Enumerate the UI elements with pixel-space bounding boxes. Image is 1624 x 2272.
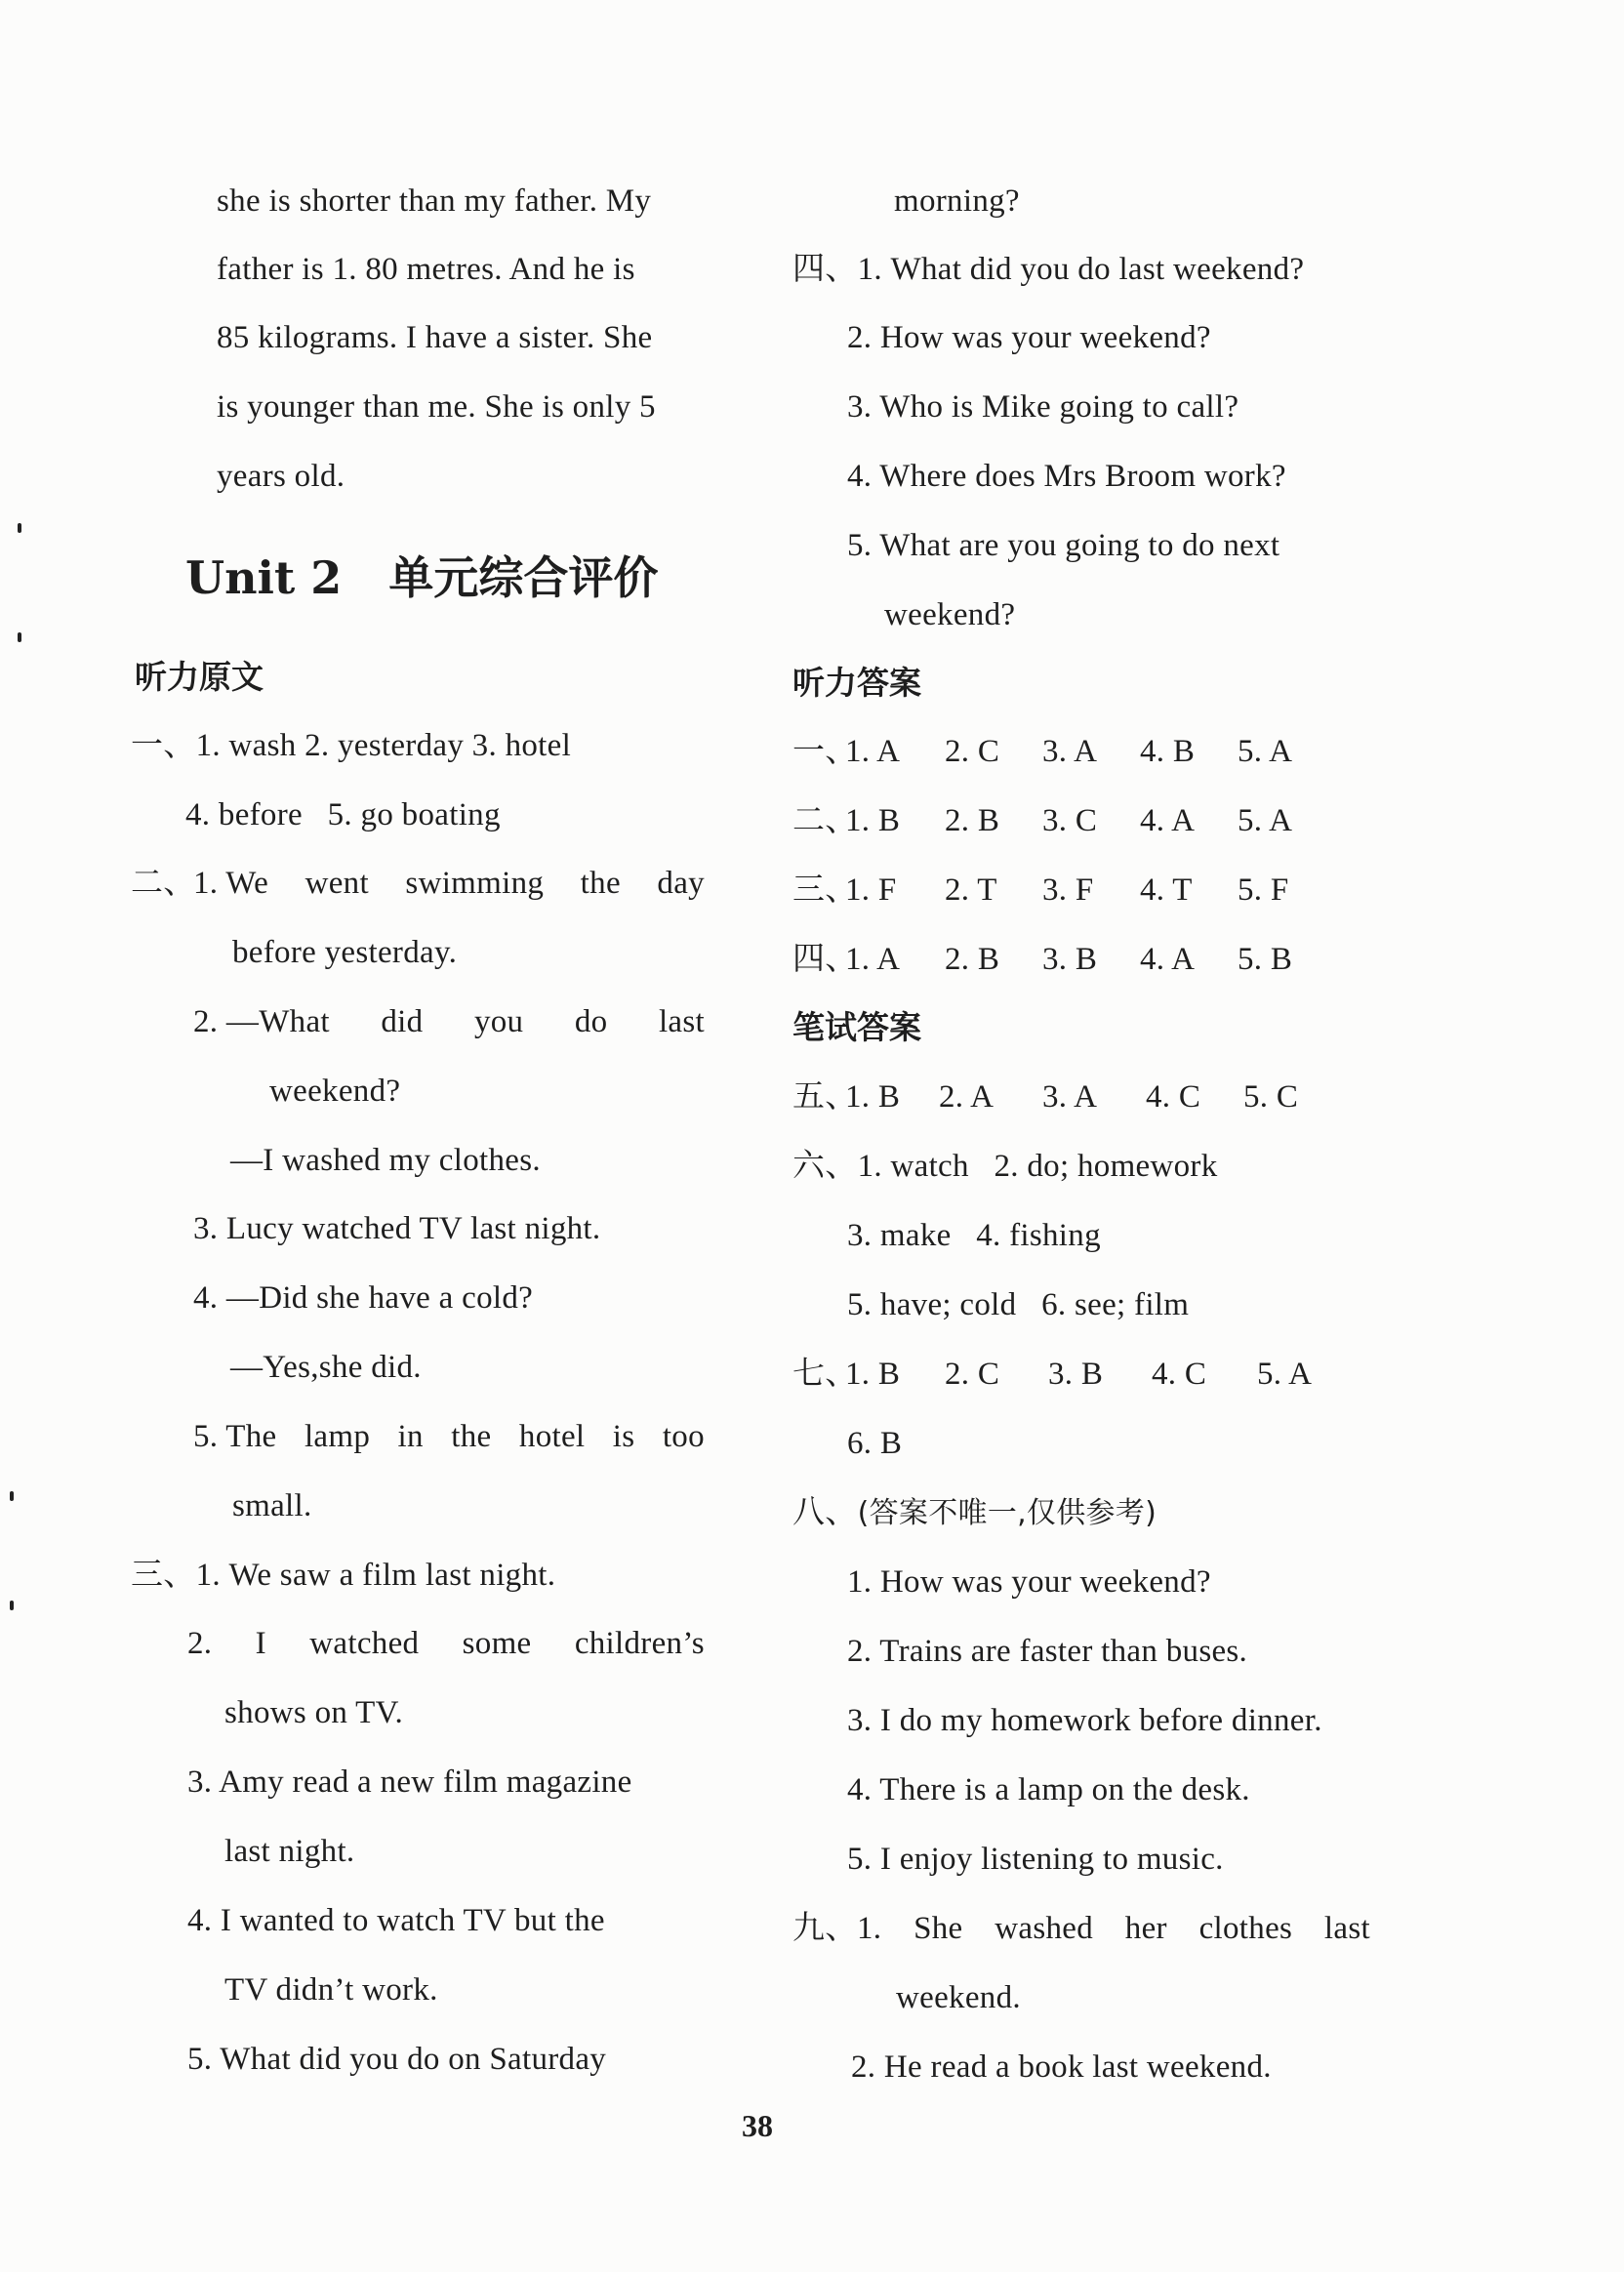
listening-answer-row: 一、 1. A 2. C 3. A 4. B 5. A — [792, 734, 1293, 769]
part2-q1-cont: before yesterday. — [232, 935, 458, 970]
section-marker: 一、 — [131, 728, 196, 763]
part7-row: 七、 1. B 2. C 3. B 4. C 5. A — [792, 1357, 1313, 1392]
part2-q3: 3. Lucy watched TV last night. — [193, 1211, 601, 1246]
part2-q2: 2. —What did you do last — [193, 1004, 705, 1039]
part6-line: 六、1. watch 2. do; homework — [792, 1149, 1218, 1184]
part6-line: 3. make 4. fishing — [847, 1218, 1101, 1253]
section-marker: 八、 — [792, 1495, 858, 1530]
listening-answer-row: 二、 1. B 2. B 3. C 4. A 5. A — [792, 803, 1293, 838]
part6-line: 5. have; cold 6. see; film — [847, 1287, 1190, 1322]
intro-line: father is 1. 80 metres. And he is — [217, 252, 635, 287]
listening-answer-row: 三、 1. F 2. T 3. F 4. T 5. F — [792, 872, 1289, 908]
part8-q5: 5. I enjoy listening to music. — [847, 1842, 1224, 1877]
intro-line: 85 kilograms. I have a sister. She — [217, 320, 653, 355]
part2-q2-cont: weekend? — [269, 1074, 401, 1109]
part8-note: (答案不唯一,仅供参考) — [857, 1496, 1157, 1530]
part3-q5-cont: morning? — [894, 183, 1020, 219]
section-marker: 六、 — [792, 1149, 858, 1184]
listening-answer-row: 四、 1. A 2. B 3. B 4. A 5. B — [792, 942, 1293, 977]
intro-line: years old. — [217, 459, 345, 494]
part3-q2-cont: shows on TV. — [224, 1695, 404, 1730]
section-marker: 一、 — [792, 734, 858, 769]
part3-q1: 三、1. We saw a film last night. — [131, 1558, 556, 1593]
part2-q1: 1. We went swimming the day — [193, 866, 705, 901]
part4-q2: 2. How was your weekend? — [847, 320, 1211, 355]
unit-name: 单元综合评价 — [388, 551, 659, 604]
part9-q1: 1. She washed her clothes last — [857, 1911, 1370, 1946]
part4-q4: 4. Where does Mrs Broom work? — [847, 459, 1286, 494]
part8-q4: 4. There is a lamp on the desk. — [847, 1772, 1250, 1807]
part2-q2-answer: —I washed my clothes. — [230, 1143, 541, 1178]
part9-q2: 2. He read a book last weekend. — [851, 2049, 1272, 2085]
section-marker: 三、 — [792, 872, 858, 908]
part8-q2: 2. Trains are faster than buses. — [847, 1634, 1248, 1669]
section-marker: 四、 — [792, 252, 858, 287]
part7-extra: 6. B — [847, 1426, 903, 1461]
margin-mark — [18, 632, 21, 642]
part1-line: 4. before 5. go boating — [185, 797, 501, 832]
unit-number: Unit 2 — [185, 551, 343, 604]
part3-q4-cont: TV didn’t work. — [224, 1972, 438, 2008]
part8-heading — [792, 1491, 1157, 1535]
part3-q3-cont: last night. — [224, 1834, 355, 1869]
listening-text-title: 听力原文 — [135, 658, 264, 696]
intro-line: is younger than me. She is only 5 — [217, 389, 656, 425]
section-marker: 二、 — [792, 803, 858, 838]
part2-q5: 5. The lamp in the hotel is too — [193, 1419, 705, 1454]
part3-q5: 5. What did you do on Saturday — [187, 2042, 607, 2077]
intro-line: she is shorter than my father. My — [217, 183, 652, 219]
part2-marker: 二、 — [131, 866, 196, 901]
part1-line: 一、1. wash 2. yesterday 3. hotel — [131, 728, 572, 763]
part3-q3: 3. Amy read a new film magazine — [187, 1765, 632, 1800]
part5-row: 五、 1. B 2. A 3. A 4. C 5. C — [792, 1079, 1299, 1115]
part2-q4-answer: —Yes,she did. — [230, 1350, 422, 1385]
part3-q4: 4. I wanted to watch TV but the — [187, 1903, 605, 1938]
section-marker: 四、 — [792, 942, 858, 977]
part9-marker: 九、 — [792, 1911, 858, 1946]
margin-mark — [18, 523, 21, 533]
part2-q4: 4. —Did she have a cold? — [193, 1280, 534, 1316]
part2-q5-cont: small. — [232, 1488, 312, 1523]
written-answers-title: 笔试答案 — [792, 1008, 921, 1046]
unit-heading — [185, 548, 658, 607]
part9-q1-cont: weekend. — [896, 1980, 1021, 2015]
part3-q2: 2. I watched some children’s — [187, 1626, 705, 1661]
part8-q3: 3. I do my homework before dinner. — [847, 1703, 1322, 1738]
section-marker: 七、 — [792, 1357, 858, 1392]
section-marker: 五、 — [792, 1079, 858, 1115]
section-marker: 三、 — [131, 1558, 196, 1593]
part4-q3: 3. Who is Mike going to call? — [847, 389, 1239, 425]
part4-q5: 5. What are you going to do next — [847, 528, 1280, 563]
part8-q1: 1. How was your weekend? — [847, 1564, 1211, 1600]
part4-q5-cont: weekend? — [884, 597, 1016, 632]
listening-answers-title: 听力答案 — [792, 664, 921, 702]
margin-mark — [10, 1601, 14, 1610]
page-number: 38 — [742, 2108, 773, 2143]
margin-mark — [10, 1491, 14, 1501]
part4-q1: 四、1. What did you do last weekend? — [792, 252, 1305, 287]
